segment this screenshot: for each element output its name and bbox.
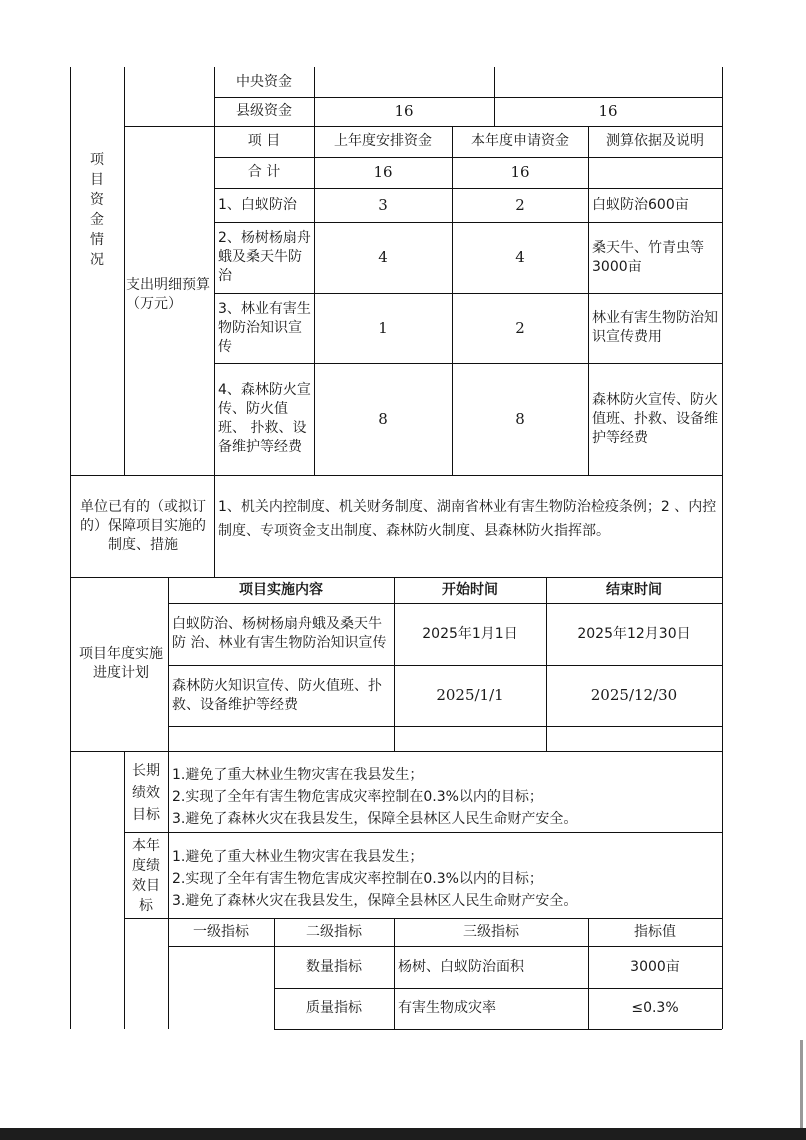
schedule-start: 2025年1月1日 [422,625,518,642]
county-funds-label: 县级资金 [236,103,292,119]
schedule-content [168,726,394,751]
long-term-goal-line: 3.避免了森林火灾在我县发生，保障全县林区人民生命财产安全。 [172,811,578,827]
long-term-goal-text [172,764,720,830]
long-term-goal-label: 长期绩效目标 [132,763,160,823]
expense-curr: 16 [510,163,530,181]
expense-prev: 16 [373,163,393,181]
schedule-header-content: 项目实施内容 [239,581,323,598]
schedule-content: 森林防火知识宣传、防火值班、扑救、设备维护等经费 [172,677,382,713]
expense-note: 森林防火宣传、防火 值班、扑救、设备维 护等经费 [592,391,718,446]
expense-prev: 3 [378,195,388,214]
scan-edge-bottom [0,1128,806,1140]
schedule-end [546,726,722,751]
expense-note: 白蚁防治600亩 [592,196,689,213]
indicator-header-level1: 一级指标 [193,923,249,940]
expense-prev: 8 [378,409,388,428]
schedule-header-end: 结束时间 [606,581,662,598]
expense-curr: 2 [515,318,525,337]
indicator-header-value: 指标值 [634,923,676,940]
annual-goal-line: 2.实现了全年有害生物危害成灾率控制在0.3%以内的目标； [172,871,543,887]
schedule-start [394,726,546,751]
schedule-content: 白蚁防治、杨树杨扇舟蛾及桑天牛防 治、林业有害生物防治知识宣传 [172,616,387,651]
schedule-label: 项目年度实施进度计划 [79,646,163,681]
indicator-level3: 有害生物成灾率 [398,1000,496,1016]
schedule-header-start: 开始时间 [442,581,498,598]
expense-prev: 4 [378,248,388,266]
expense-item: 合 计 [247,164,281,180]
county-funds-curr: 16 [598,102,618,120]
expense-item: 4、森林防火宣 传、防火值班、 扑救、设备维护等经费 [218,382,311,455]
schedule-end: 2025年12月30日 [577,625,691,642]
central-funds-label: 中央资金 [236,73,292,90]
expense-header-note: 测算依据及说明 [606,133,704,149]
expense-curr: 8 [515,409,525,428]
indicator-header-level2: 二级指标 [306,923,362,940]
indicator-level2: 质量指标 [306,1000,362,1016]
indicator-value: 3000亩 [630,958,680,975]
funding-section-label: 项目资金情况 [90,152,104,268]
long-term-goal-line: 2.实现了全年有害生物危害成灾率控制在0.3%以内的目标； [172,789,543,805]
measures-text: 1、机关内控制度、机关财务制度、湖南省林业有害生物防治检疫条例；2 、内控制度、专项资金支出制度、森林防火制度、县森林防火指挥部。 [218,499,717,539]
expense-curr: 4 [515,248,525,266]
indicator-header-level3: 三级指标 [463,923,519,940]
expense-note [588,157,722,188]
expense-prev: 1 [378,318,388,337]
annual-goal-label: 本年度绩效目标 [132,838,160,914]
annual-goal-line: 1.避免了重大林业生物灾害在我县发生； [172,849,424,865]
expense-item: 1、白蚁防治 [218,196,297,213]
expense-header-prev: 上年度安排资金 [334,133,432,149]
scan-edge-right [800,1040,803,1128]
expense-item: 2、杨树杨扇舟 蛾及桑天牛防治 [218,230,311,284]
county-funds-prev: 16 [394,102,414,120]
schedule-start: 2025/1/1 [436,686,504,704]
expense-detail-label: 支出明细预算（万元） [126,277,210,312]
indicator-value: ≤0.3% [631,1000,679,1016]
indicator-level2: 数量指标 [306,958,362,975]
annual-goal-line: 3.避免了森林火灾在我县发生，保障全县林区人民生命财产安全。 [172,893,578,909]
expense-header-item: 项 目 [247,133,281,149]
annual-goal-text [172,846,720,912]
expense-curr: 2 [515,195,525,214]
expense-header-curr: 本年度申请资金 [471,133,569,149]
expense-note: 林业有害生物防治知 识宣传费用 [592,310,718,345]
long-term-goal-line: 1.避免了重大林业生物灾害在我县发生； [172,767,424,783]
schedule-end: 2025/12/30 [590,686,678,704]
indicator-level3: 杨树、白蚁防治面积 [398,958,524,975]
measures-label: 单位已有的（或拟订的）保障项目实施的制度、措施 [80,498,206,553]
expense-note: 桑天牛、竹青虫等3000亩 [592,239,704,275]
expense-item: 3、林业有害生 物防治知识宣传 [218,300,311,355]
